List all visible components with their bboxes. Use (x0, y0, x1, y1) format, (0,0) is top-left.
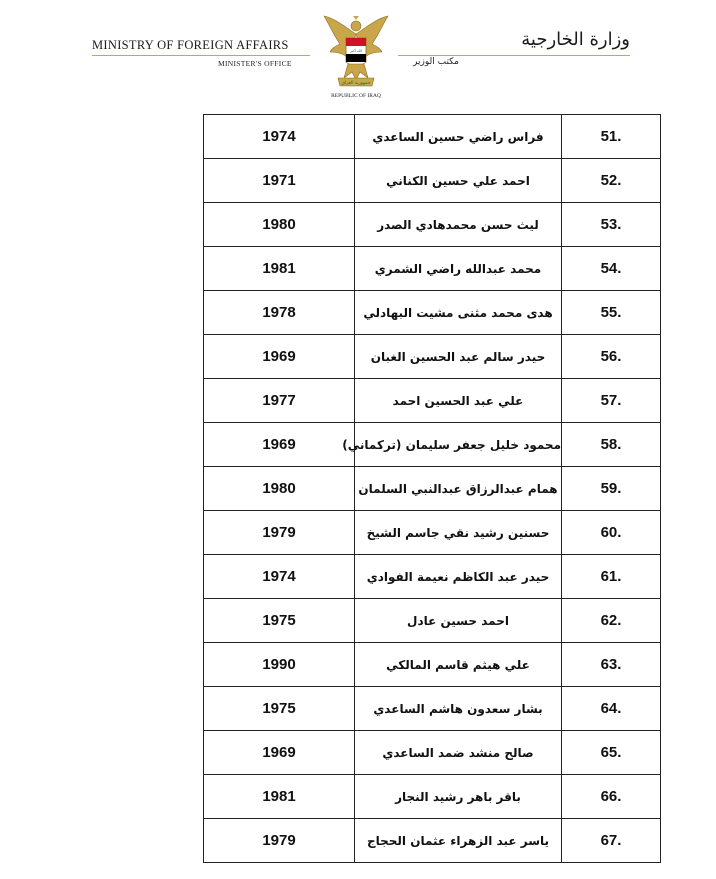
row-number-cell: 66. (562, 775, 661, 819)
year-cell: 1974 (204, 555, 355, 599)
year-cell: 1977 (204, 379, 355, 423)
year-cell: 1971 (204, 159, 355, 203)
year-cell: 1981 (204, 247, 355, 291)
arabic-divider-line (398, 55, 630, 56)
name-cell: علي عبد الحسين احمد (355, 379, 562, 423)
table-row (204, 159, 661, 203)
name-cell: حسنين رشيد نقي جاسم الشيخ (355, 511, 562, 555)
year-cell: 1969 (204, 731, 355, 775)
year-cell: 1980 (204, 203, 355, 247)
name-cell: حيدر عبد الكاظم نعيمة الفوادي (355, 555, 562, 599)
row-number-cell: 61. (562, 555, 661, 599)
year-cell: 1969 (204, 335, 355, 379)
row-number-cell: 58. (562, 423, 661, 467)
row-number-cell: 56. (562, 335, 661, 379)
name-cell: باقر باهر رشيد النجار (355, 775, 562, 819)
english-divider-line (92, 55, 310, 56)
name-cell: بشار سعدون هاشم الساعدي (355, 687, 562, 731)
name-cell: فراس راضي حسين الساعدي (355, 115, 562, 159)
year-cell: 1978 (204, 291, 355, 335)
row-number-cell: 51. (562, 115, 661, 159)
table-row (204, 247, 661, 291)
name-cell: علي هيثم قاسم المالكي (355, 643, 562, 687)
row-number-cell: 53. (562, 203, 661, 247)
row-number-cell: 60. (562, 511, 661, 555)
emblem-scroll-text: جمهورية العراق (341, 81, 371, 86)
table-row (204, 599, 661, 643)
emblem-caption: REPUBLIC OF IRAQ (331, 93, 381, 99)
emblem-inscription: الله أكبر (350, 49, 362, 53)
year-cell: 1979 (204, 819, 355, 863)
year-cell: 1980 (204, 467, 355, 511)
table-row (204, 775, 661, 819)
name-cell: احمد علي حسين الكناني (355, 159, 562, 203)
row-number-cell: 54. (562, 247, 661, 291)
table-row (204, 731, 661, 775)
table-row (204, 555, 661, 599)
name-cell: محمد عبدالله راضي الشمري (355, 247, 562, 291)
name-cell: احمد حسين عادل (355, 599, 562, 643)
name-cell: ياسر عبد الزهراء عثمان الحجاج (355, 819, 562, 863)
row-number-cell: 67. (562, 819, 661, 863)
table-row (204, 819, 661, 863)
office-name-arabic: مكتب الوزير (413, 57, 459, 67)
names-table (203, 114, 661, 863)
row-number-cell: 65. (562, 731, 661, 775)
year-cell: 1990 (204, 643, 355, 687)
row-number-cell: 62. (562, 599, 661, 643)
row-number-cell: 55. (562, 291, 661, 335)
table-row (204, 335, 661, 379)
year-cell: 1969 (204, 423, 355, 467)
ministry-name-arabic: وزارة الخارجية (521, 29, 630, 50)
office-name-english: MINISTER'S OFFICE (218, 59, 292, 68)
year-cell: 1974 (204, 115, 355, 159)
year-cell: 1975 (204, 687, 355, 731)
year-cell: 1975 (204, 599, 355, 643)
name-cell: هدى محمد مثنى مشيت البهادلي (355, 291, 562, 335)
table-row (204, 467, 661, 511)
table-row (204, 203, 661, 247)
row-number-cell: 59. (562, 467, 661, 511)
table-row (204, 643, 661, 687)
table-row (204, 115, 661, 159)
name-cell: حيدر سالم عبد الحسين الغبان (355, 335, 562, 379)
name-cell: همام عبدالرزاق عبدالنبي السلمان (355, 467, 562, 511)
year-cell: 1981 (204, 775, 355, 819)
name-cell: محمود خليل جعفر سليمان (تركماني) (355, 423, 562, 467)
row-number-cell: 52. (562, 159, 661, 203)
row-number-cell: 57. (562, 379, 661, 423)
letterhead (0, 0, 716, 110)
name-cell: صالح منشد ضمد الساعدي (355, 731, 562, 775)
row-number-cell: 63. (562, 643, 661, 687)
year-cell: 1979 (204, 511, 355, 555)
ministry-name-english: MINISTRY OF FOREIGN AFFAIRS (92, 38, 289, 52)
table-row (204, 511, 661, 555)
table-row (204, 687, 661, 731)
row-number-cell: 64. (562, 687, 661, 731)
table-row (204, 291, 661, 335)
table-row (204, 423, 661, 467)
table-row (204, 379, 661, 423)
name-cell: ليث حسن محمدهادي الصدر (355, 203, 562, 247)
iraq-coat-of-arms-icon (318, 12, 394, 102)
